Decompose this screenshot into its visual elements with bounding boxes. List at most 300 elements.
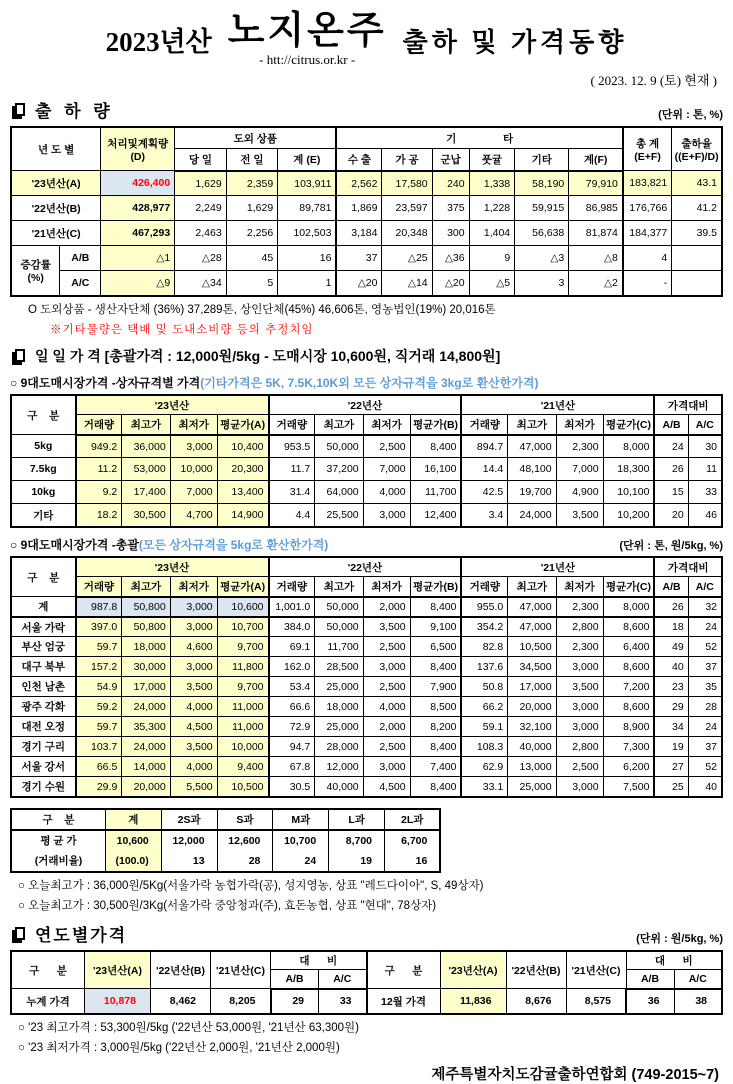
col-header-other: 기타 (515, 149, 569, 171)
cell: 36,000 (122, 435, 170, 458)
col-header-m: M과 (273, 809, 329, 830)
cell: 2,562 (336, 171, 382, 196)
cell: 62.9 (461, 757, 507, 777)
cell: 1,629 (175, 171, 226, 196)
col-header-l: L과 (329, 809, 385, 830)
cell: 7.5kg (11, 458, 76, 481)
cell: 46 (688, 504, 722, 527)
cell: 8,400 (410, 597, 461, 617)
cell: 4,700 (170, 504, 217, 527)
cell: 1,404 (469, 221, 515, 246)
cell: 30,000 (122, 657, 170, 677)
cell: 9,700 (217, 637, 268, 657)
grade-table-head (11, 809, 440, 830)
cell: - (623, 271, 672, 296)
cell: 30 (688, 435, 722, 458)
col-header-sum-f: 계(F) (569, 149, 623, 171)
col-header-volume: 거래량 (461, 415, 507, 435)
col-header-low: 최저가 (170, 415, 217, 435)
cell: 7,000 (170, 481, 217, 504)
cell: 3 (515, 271, 569, 296)
report-header (10, 12, 723, 89)
cell: 19,700 (508, 481, 556, 504)
cell: 3,000 (363, 504, 410, 527)
cell: 평 균 가 (11, 830, 105, 851)
cell: 4,000 (363, 697, 410, 717)
cell: 10,100 (603, 481, 654, 504)
overall-section-head (10, 536, 723, 553)
cell: 11.7 (269, 458, 315, 481)
cell: 9,100 (410, 617, 461, 637)
cell: 2,359 (226, 171, 277, 196)
col-header-high: 최고가 (315, 415, 363, 435)
cell: 10,500 (508, 637, 556, 657)
cell: 42.5 (461, 481, 507, 504)
cell: 38 (674, 989, 722, 1014)
cell: 24,000 (508, 504, 556, 527)
col-header-process: 가 공 (382, 149, 432, 171)
cell: 11.2 (76, 458, 122, 481)
cell: 25,000 (315, 717, 363, 737)
title-year: 2023년산 (105, 27, 212, 57)
col-header-ab: A/B (271, 970, 319, 989)
cell: 계 (11, 597, 76, 617)
cell: 10kg (11, 481, 76, 504)
col-header-s: S과 (217, 809, 273, 830)
cell: △36 (432, 246, 469, 271)
col-header-ab: A/B (626, 970, 674, 989)
col-header-low: 최저가 (170, 577, 217, 597)
col-header-high: 최고가 (315, 577, 363, 597)
col-header-low: 최저가 (363, 415, 410, 435)
cell: 2,256 (226, 221, 277, 246)
cell: 2,300 (556, 435, 603, 458)
cell: 10,700 (217, 617, 268, 637)
cell: 8,200 (410, 717, 461, 737)
cell: 17,580 (382, 171, 432, 196)
issuer-footer: 제주특별자치도감귤출하연합회 (749-2015~7) (431, 1066, 719, 1083)
cell: 28 (688, 697, 722, 717)
yearly-title-text: 연도별가격 (35, 925, 128, 945)
col-header-ac: A/C (688, 577, 722, 597)
grade-price-table (10, 808, 441, 873)
cell: 5,500 (170, 777, 217, 797)
overall-title-text: ○ 9대도매시장가격 -총괄 (10, 537, 139, 552)
table-row (11, 196, 722, 221)
cell: 59.7 (76, 637, 122, 657)
cell: 4 (623, 246, 672, 271)
cell: 대전 오정 (11, 717, 76, 737)
col-header-volume: 거래량 (76, 415, 122, 435)
cell: 397.0 (76, 617, 122, 637)
cell: 7,000 (363, 458, 410, 481)
col-header-high: 최고가 (508, 415, 556, 435)
cell: 2,800 (556, 737, 603, 757)
col-header-y23: '23년산 (76, 557, 269, 577)
cell: 2,500 (363, 435, 410, 458)
cell: 4,600 (170, 637, 217, 657)
cell: 59.2 (76, 697, 122, 717)
yearly-price-table (10, 950, 723, 1015)
col-header-high: 최고가 (122, 415, 170, 435)
col-header-daebi: 대 비 (271, 951, 367, 970)
cell: 15 (654, 481, 688, 504)
col-header-export: 수 출 (336, 149, 382, 171)
cell: 987.8 (76, 597, 122, 617)
cell: 3,000 (170, 435, 217, 458)
cell: 3,500 (556, 504, 603, 527)
cell: 184,377 (623, 221, 672, 246)
shipment-table (10, 126, 723, 297)
cell: 27 (654, 757, 688, 777)
cell: 20,300 (217, 458, 268, 481)
col-header-ab: A/B (654, 577, 688, 597)
cell: 11,800 (217, 657, 268, 677)
cell: 2,000 (363, 717, 410, 737)
cell: 894.7 (461, 435, 507, 458)
cell: 3,500 (170, 737, 217, 757)
col-header-daebi: 대 비 (626, 951, 722, 970)
cell: 32,100 (508, 717, 556, 737)
cell: 40,000 (315, 777, 363, 797)
cell: 1,001.0 (269, 597, 315, 617)
table-row (11, 597, 722, 617)
cell: 2,249 (175, 196, 226, 221)
col-header-2s: 2S과 (161, 809, 217, 830)
cell: 12,400 (410, 504, 461, 527)
col-header-prevday: 전 일 (226, 149, 277, 171)
cell: 7,500 (603, 777, 654, 797)
col-header-plan: 처리및계획량 (D) (101, 127, 175, 171)
table-row (11, 737, 722, 757)
cell: 50.8 (461, 677, 507, 697)
cell: 82.8 (461, 637, 507, 657)
cell: △28 (175, 246, 226, 271)
col-header-outside: 도외 상품 (175, 127, 337, 149)
cell: 52 (688, 637, 722, 657)
cell: 59.7 (76, 717, 122, 737)
col-header-avg-c: 평균가(C) (603, 415, 654, 435)
col-header-y21: '21년산 (461, 557, 654, 577)
cell: 서울 가락 (11, 617, 76, 637)
cell: △5 (469, 271, 515, 296)
cell: 18,300 (603, 458, 654, 481)
cell: 37 (688, 657, 722, 677)
cell: 40,000 (508, 737, 556, 757)
cell: 10,600 (105, 830, 161, 851)
cell: 50,000 (315, 435, 363, 458)
price-by-size-table (10, 394, 723, 528)
cell: 인천 남촌 (11, 677, 76, 697)
cell: 26 (654, 458, 688, 481)
cell: △34 (175, 271, 226, 296)
cell: 11 (688, 458, 722, 481)
table-row (11, 504, 722, 527)
cell: 증감률 (%) (11, 246, 60, 296)
cell: 8,575 (566, 989, 626, 1014)
cell: 19 (654, 737, 688, 757)
cell: 10,400 (217, 435, 268, 458)
cell: 10,000 (170, 458, 217, 481)
table-row (11, 458, 722, 481)
cell: 7,900 (410, 677, 461, 697)
cell: 8,400 (410, 777, 461, 797)
cell: 2,500 (363, 637, 410, 657)
col-header-total: 계 (105, 809, 161, 830)
cell: 18.2 (76, 504, 122, 527)
shipment-table-body (11, 171, 722, 296)
cell: 94.7 (269, 737, 315, 757)
shipment-section-head (10, 97, 723, 122)
title-brand-wrap (228, 12, 387, 68)
table-row (11, 657, 722, 677)
cell: 28,000 (315, 737, 363, 757)
cell: 8,205 (211, 989, 271, 1014)
col-header-avg-b: 평균가(B) (410, 577, 461, 597)
cell: 17,000 (508, 677, 556, 697)
cell: 33.1 (461, 777, 507, 797)
cell: 28 (217, 851, 273, 872)
cell: 9,700 (217, 677, 268, 697)
cell: 대구 북부 (11, 657, 76, 677)
cell: 13,400 (217, 481, 268, 504)
cell: 7,200 (603, 677, 654, 697)
yearly-price-body (11, 989, 722, 1014)
cell: 29 (654, 697, 688, 717)
cell: 240 (432, 171, 469, 196)
report-date: ( 2023. 12. 9 (토) 현재 ) (590, 72, 717, 88)
col-header-compare: 가격대비 (654, 395, 722, 415)
cell: 14,000 (122, 757, 170, 777)
cell: 2,300 (556, 637, 603, 657)
by-size-section-head (10, 374, 723, 391)
cell: 3,500 (170, 677, 217, 697)
cell: (100.0) (105, 851, 161, 872)
col-header-ac: A/C (674, 970, 722, 989)
col-header-low: 최저가 (363, 577, 410, 597)
cell: 16 (385, 851, 441, 872)
col-header-y22: '22년산 (269, 557, 462, 577)
cell: 3,000 (363, 757, 410, 777)
col-header-total: 총 계 (E+F) (623, 127, 672, 171)
overall-market-price-table (10, 556, 723, 798)
cell: 43.1 (672, 171, 722, 196)
cell: 8,000 (603, 435, 654, 458)
cell: 72.9 (269, 717, 315, 737)
col-header-gubun: 구 분 (11, 557, 76, 597)
cell: 1,629 (226, 196, 277, 221)
table-row (11, 246, 722, 271)
cell: 89,781 (278, 196, 337, 221)
cell: 54.9 (76, 677, 122, 697)
cell: 23,597 (382, 196, 432, 221)
cell: 50,000 (315, 597, 363, 617)
cell: 81,874 (569, 221, 623, 246)
by-size-title-text: ○ 9대도매시장가격 -상자규격별 가격 (10, 375, 201, 390)
cell: 50,000 (315, 617, 363, 637)
cell: 47,000 (508, 597, 556, 617)
table-row (11, 677, 722, 697)
cell: 56,638 (515, 221, 569, 246)
table-row (11, 830, 440, 851)
cell: 30.5 (269, 777, 315, 797)
shipment-table-head (11, 127, 722, 171)
cell: 36 (626, 989, 674, 1014)
cell: 949.2 (76, 435, 122, 458)
cell: 375 (432, 196, 469, 221)
table-row (11, 851, 440, 872)
yearly-table-head (11, 951, 722, 989)
cell: 8,500 (410, 697, 461, 717)
cell: 4,500 (170, 717, 217, 737)
cell: 18,000 (122, 637, 170, 657)
by-size-title (10, 374, 539, 391)
cell: 20,000 (508, 697, 556, 717)
cell: 467,293 (101, 221, 175, 246)
overall-title (10, 536, 328, 553)
shipment-section-title (10, 97, 114, 122)
col-header-y21: '21년산 (461, 395, 654, 415)
cell: 30,500 (122, 504, 170, 527)
cell: 53.4 (269, 677, 315, 697)
cell: 4,900 (556, 481, 603, 504)
cell: 19 (329, 851, 385, 872)
cell: 7,300 (603, 737, 654, 757)
table-row (11, 697, 722, 717)
cell: 384.0 (269, 617, 315, 637)
cell: 11,000 (217, 717, 268, 737)
cell: 955.0 (461, 597, 507, 617)
note-outside-products: O 도외상품 - 생산자단체 (36%) 37,289톤, 상인단체(45%) 46,606톤, 영농법인(19%) 20,016톤 (28, 303, 496, 316)
cell: 8,900 (603, 717, 654, 737)
col-header-high: 최고가 (122, 577, 170, 597)
cell: 2,000 (363, 597, 410, 617)
cell: 3,500 (363, 617, 410, 637)
cell (672, 246, 722, 271)
shipment-unit: (단위 : 톤, %) (658, 108, 723, 121)
col-header-high: 최고가 (508, 577, 556, 597)
yearly-section-head (10, 921, 723, 946)
cell: 3,000 (170, 597, 217, 617)
yearly-section-title (10, 921, 127, 946)
yearly-unit: (단위 : 원/5kg, %) (636, 932, 723, 945)
cell: 48,100 (508, 458, 556, 481)
col-header-ab: A/B (654, 415, 688, 435)
cell: 서울 강서 (11, 757, 76, 777)
cell: 50,800 (122, 597, 170, 617)
col-header-y21c: '21년산(C) (566, 951, 626, 989)
cell: 12월 가격 (367, 989, 441, 1014)
cell: 경기 구리 (11, 737, 76, 757)
cell: 16 (278, 246, 337, 271)
table-row (11, 271, 722, 296)
cell: 47,000 (508, 435, 556, 458)
cell: 9,400 (217, 757, 268, 777)
cell: 157.2 (76, 657, 122, 677)
cell: 8,600 (603, 657, 654, 677)
cell: 3,184 (336, 221, 382, 246)
cell: 14,900 (217, 504, 268, 527)
col-header-low: 최저가 (556, 415, 603, 435)
col-header-volume: 거래량 (269, 415, 315, 435)
cell: 40 (654, 657, 688, 677)
cell: 8,462 (151, 989, 211, 1014)
col-header-sum-e: 계 (E) (278, 149, 337, 171)
cell: 4,000 (170, 697, 217, 717)
col-header-gubun: 구 분 (11, 951, 85, 989)
cell: 24 (654, 435, 688, 458)
cell: 3,000 (556, 717, 603, 737)
cell: 29 (271, 989, 319, 1014)
cell: 103,911 (278, 171, 337, 196)
note-other-volume-estimate: ※기타물량은 택배 및 도내소비량 등의 추정치임 (50, 323, 314, 336)
cell: 25,000 (508, 777, 556, 797)
col-header-avg-b: 평균가(B) (410, 415, 461, 435)
cell: 부산 엄궁 (11, 637, 76, 657)
cell: 102,503 (278, 221, 337, 246)
table-row (11, 481, 722, 504)
cell: 2,800 (556, 617, 603, 637)
cell: 86,985 (569, 196, 623, 221)
col-header-volume: 거래량 (76, 577, 122, 597)
cell: 34,500 (508, 657, 556, 677)
table-row (11, 989, 722, 1014)
cell: 10,000 (217, 737, 268, 757)
cell: 2,300 (556, 597, 603, 617)
square-bullet-icon (15, 927, 25, 940)
cell: 10,600 (217, 597, 268, 617)
col-header-gubun: 구 분 (11, 809, 105, 830)
cell: 6,200 (603, 757, 654, 777)
col-header-y22b: '22년산(B) (151, 951, 211, 989)
cell: 29.9 (76, 777, 122, 797)
table-row (11, 221, 722, 246)
cell: 11,700 (410, 481, 461, 504)
cell: 1,228 (469, 196, 515, 221)
cell: △1 (101, 246, 175, 271)
cell: 24 (273, 851, 329, 872)
col-header-ac: A/C (319, 970, 367, 989)
cell: 10,700 (273, 830, 329, 851)
cell: 10,878 (85, 989, 151, 1014)
cell: 24 (688, 617, 722, 637)
cell: 35,300 (122, 717, 170, 737)
cell: 11,700 (315, 637, 363, 657)
cell: 20 (654, 504, 688, 527)
cell: 25 (654, 777, 688, 797)
cell: 428,977 (101, 196, 175, 221)
cell: 6,400 (603, 637, 654, 657)
col-header-y22: '22년산 (269, 395, 462, 415)
cell: 3,000 (556, 657, 603, 677)
col-header-y23a: '23년산(A) (440, 951, 506, 989)
cell: 6,700 (385, 830, 441, 851)
title-brand: 노지온주 (227, 10, 387, 52)
col-header-y23: '23년산 (76, 395, 269, 415)
cell: 8,400 (410, 737, 461, 757)
cell: 2,500 (363, 677, 410, 697)
title-rest: 출하 및 가격동향 (402, 28, 628, 57)
col-header-ac: A/C (688, 415, 722, 435)
cell: 24 (688, 717, 722, 737)
cell: 137.6 (461, 657, 507, 677)
cell: △25 (382, 246, 432, 271)
col-header-2l: 2L과 (385, 809, 441, 830)
by-size-title-note: (기타가격은 5K, 7.5K,10K외 모든 상자규격을 3kg로 환산한가격) (200, 375, 539, 390)
cell: 2,463 (175, 221, 226, 246)
cell: 24,000 (122, 697, 170, 717)
cell: 4.4 (269, 504, 315, 527)
